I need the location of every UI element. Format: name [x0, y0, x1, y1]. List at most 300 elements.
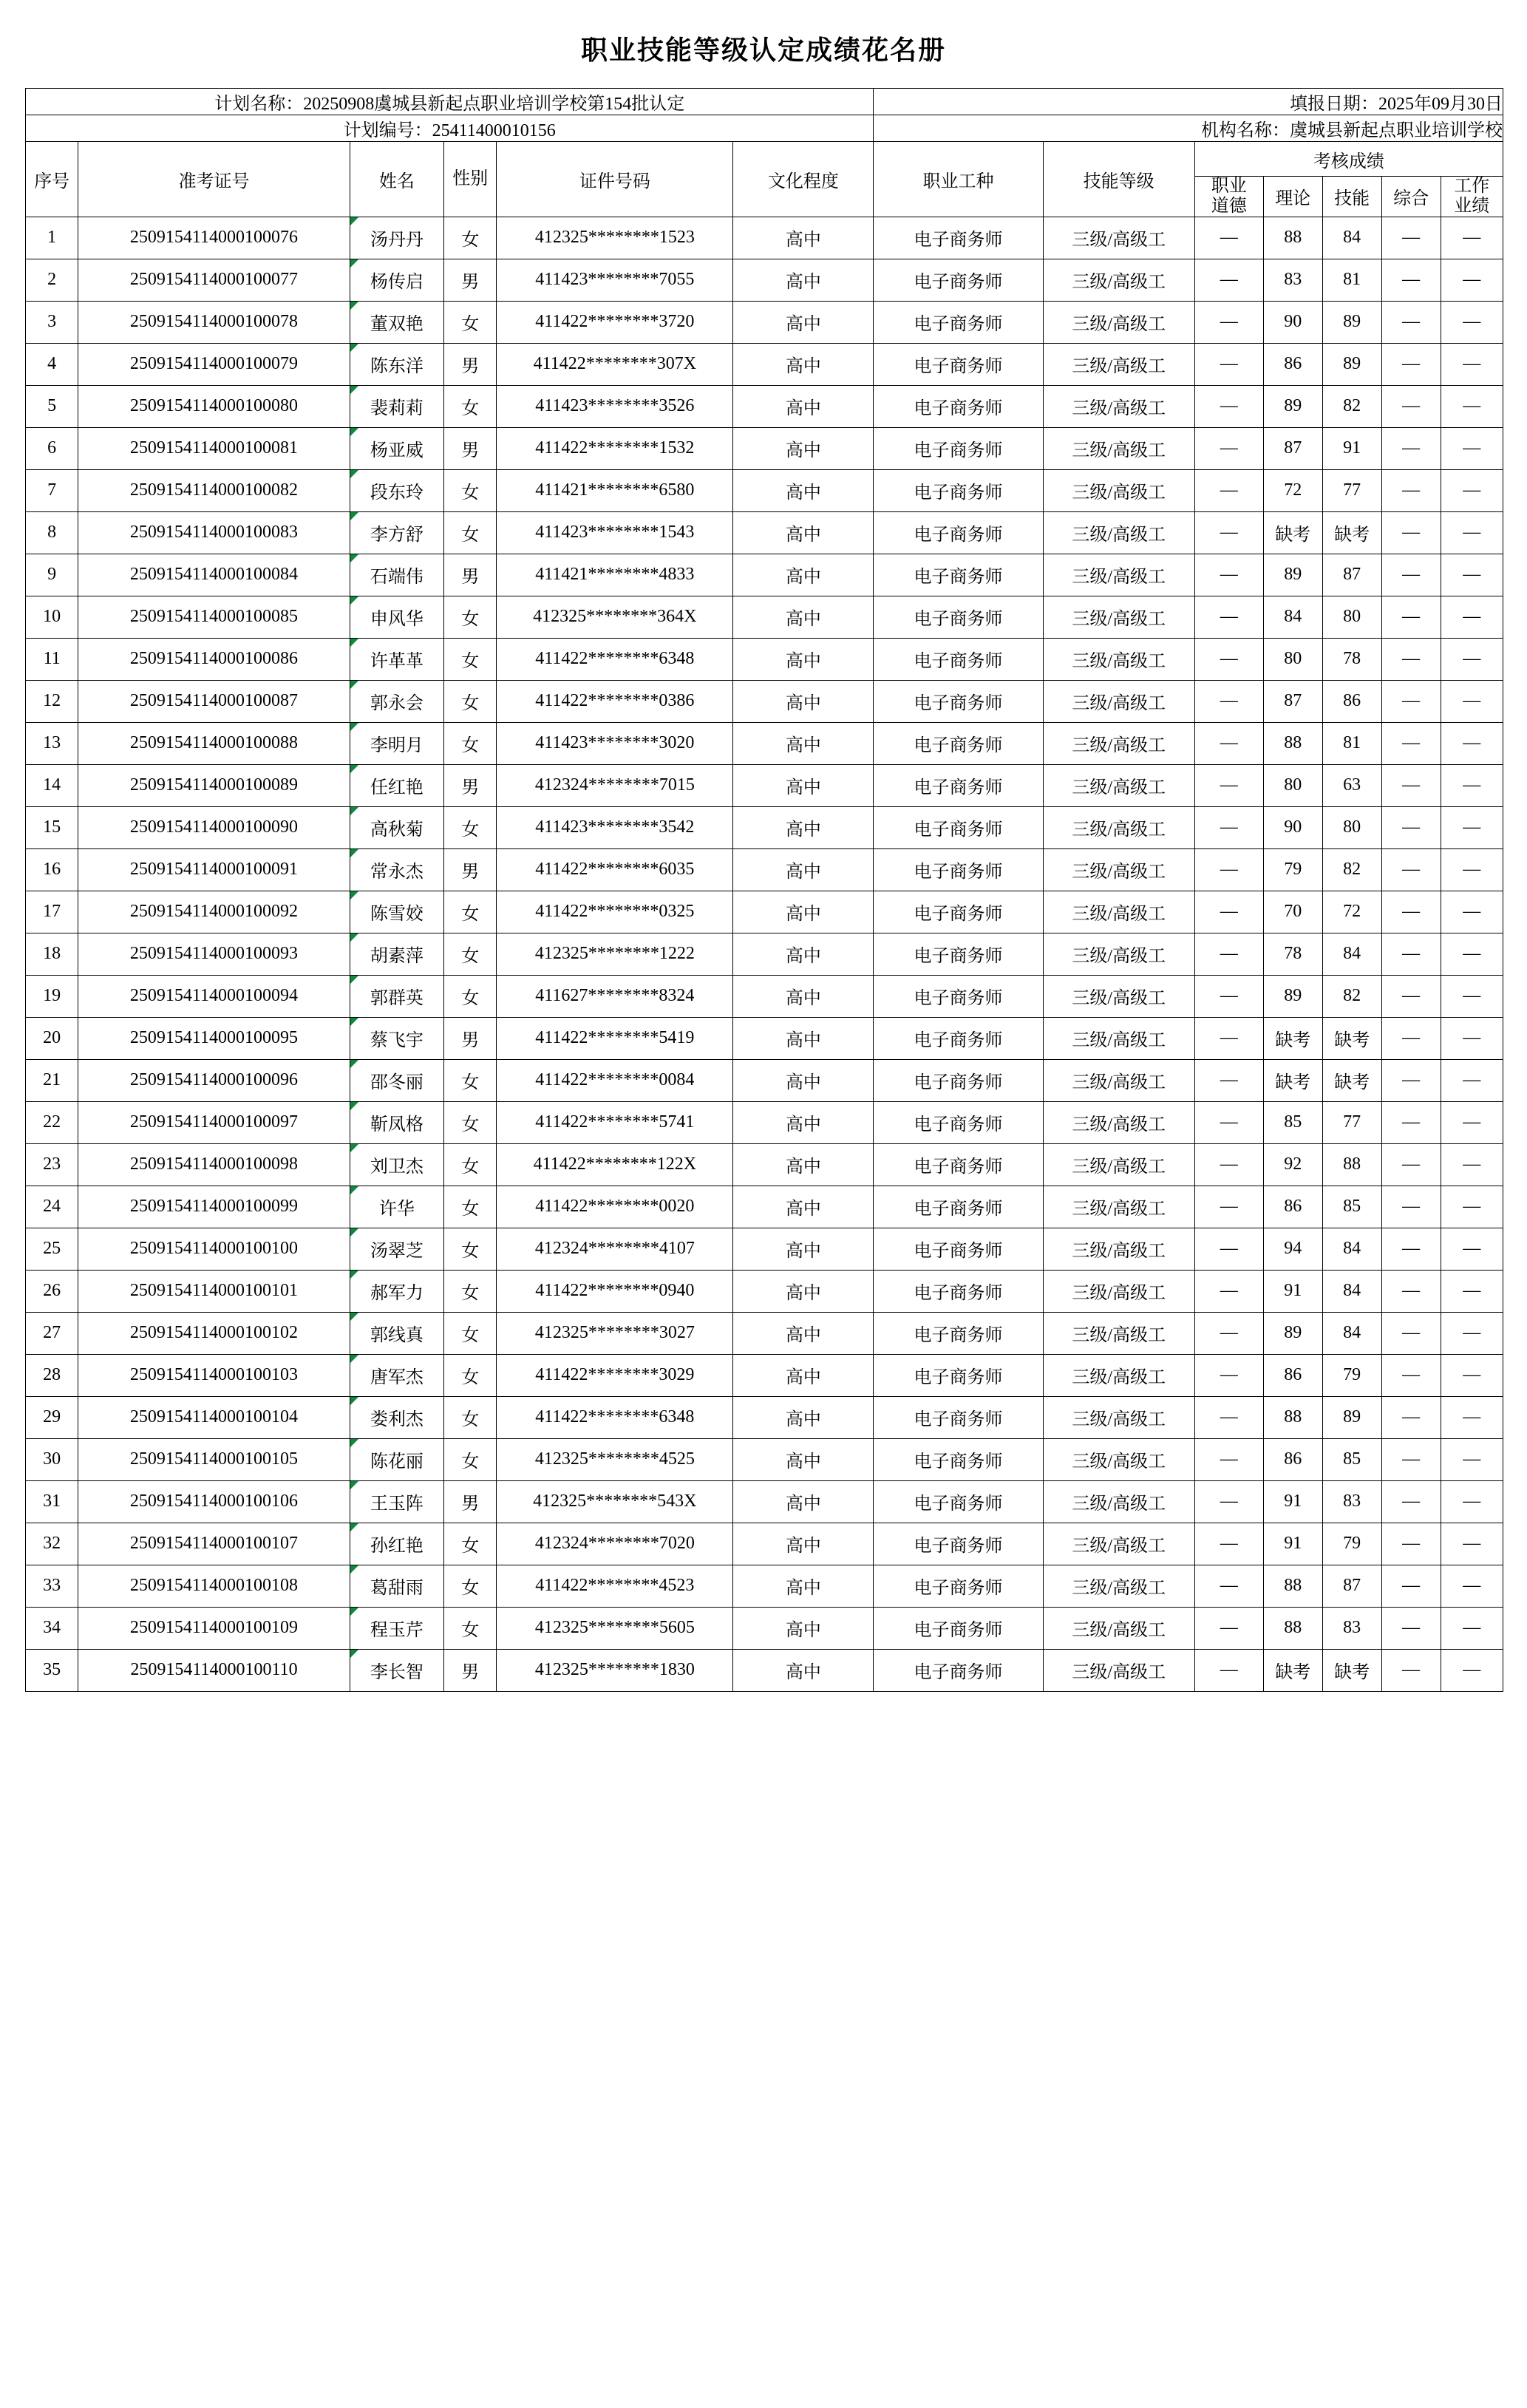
cell-performance: — [1441, 1017, 1503, 1059]
cell-skill: 82 [1322, 975, 1381, 1017]
table-row [26, 764, 1503, 806]
cell-skill: 88 [1322, 1143, 1381, 1186]
cell-exam-no: 2509154114000100092 [78, 891, 350, 933]
cell-gender: 女 [444, 469, 497, 511]
cell-exam-no: 2509154114000100080 [78, 385, 350, 427]
cell-education: 高中 [733, 469, 874, 511]
cell-occupation: 电子商务师 [874, 1017, 1043, 1059]
cell-theory: 缺考 [1263, 511, 1322, 554]
table-row [26, 680, 1503, 722]
cell-exam-no: 2509154114000100089 [78, 764, 350, 806]
cell-ethic: — [1194, 343, 1263, 385]
cell-gender: 女 [444, 217, 497, 259]
cell-performance: — [1441, 1438, 1503, 1480]
table-row [26, 427, 1503, 469]
cell-exam-no: 2509154114000100082 [78, 469, 350, 511]
cell-skill: 缺考 [1322, 1059, 1381, 1101]
cell-comprehensive: — [1381, 596, 1441, 638]
cell-name: 郭线真 [350, 1312, 443, 1354]
cell-occupation: 电子商务师 [874, 1186, 1043, 1228]
cell-gender: 男 [444, 427, 497, 469]
table-row [26, 259, 1503, 301]
plan-no-label: 计划编号： [343, 121, 432, 140]
cell-performance: — [1441, 511, 1503, 554]
cell-exam-no: 2509154114000100105 [78, 1438, 350, 1480]
cell-id-no: 411422********3720 [497, 301, 733, 343]
cell-gender: 女 [444, 511, 497, 554]
cell-ethic: — [1194, 1059, 1263, 1101]
cell-performance: — [1441, 1354, 1503, 1396]
cell-id-no: 411423********1543 [497, 511, 733, 554]
cell-skill: 83 [1322, 1480, 1381, 1523]
cell-name: 郭永会 [350, 680, 443, 722]
cell-index: 9 [26, 554, 78, 596]
cell-name: 王玉阵 [350, 1480, 443, 1523]
plan-name-value: 20250908虞城县新起点职业培训学校第154批认定 [303, 95, 685, 114]
cell-id-no: 412325********364X [497, 596, 733, 638]
cell-level: 三级/高级工 [1043, 385, 1194, 427]
cell-level: 三级/高级工 [1043, 259, 1194, 301]
cell-performance: — [1441, 469, 1503, 511]
cell-education: 高中 [733, 511, 874, 554]
cell-skill: 84 [1322, 1270, 1381, 1312]
table-row [26, 1649, 1503, 1691]
cell-name: 陈东洋 [350, 343, 443, 385]
cell-id-no: 411423********3542 [497, 806, 733, 848]
meta-row-2 [26, 115, 1503, 142]
cell-education: 高中 [733, 806, 874, 848]
cell-occupation: 电子商务师 [874, 1143, 1043, 1186]
cell-level: 三级/高级工 [1043, 1101, 1194, 1143]
table-row [26, 1228, 1503, 1270]
cell-exam-no: 2509154114000100084 [78, 554, 350, 596]
cell-performance: — [1441, 806, 1503, 848]
cell-theory: 88 [1263, 1607, 1322, 1649]
plan-no-cell [26, 115, 874, 142]
cell-index: 29 [26, 1396, 78, 1438]
cell-exam-no: 2509154114000100090 [78, 806, 350, 848]
cell-gender: 女 [444, 1438, 497, 1480]
cell-name: 杨亚威 [350, 427, 443, 469]
cell-level: 三级/高级工 [1043, 1017, 1194, 1059]
cell-comprehensive: — [1381, 385, 1441, 427]
cell-occupation: 电子商务师 [874, 259, 1043, 301]
cell-theory: 89 [1263, 385, 1322, 427]
cell-id-no: 411423********3526 [497, 385, 733, 427]
table-row [26, 1565, 1503, 1607]
cell-performance: — [1441, 554, 1503, 596]
cell-ethic: — [1194, 680, 1263, 722]
cell-gender: 女 [444, 1186, 497, 1228]
cell-ethic: — [1194, 1186, 1263, 1228]
cell-occupation: 电子商务师 [874, 1101, 1043, 1143]
cell-level: 三级/高级工 [1043, 764, 1194, 806]
cell-id-no: 411422********1532 [497, 427, 733, 469]
cell-education: 高中 [733, 1101, 874, 1143]
cell-skill: 89 [1322, 301, 1381, 343]
cell-occupation: 电子商务师 [874, 554, 1043, 596]
fill-date-value: 2025年09月30日 [1378, 95, 1503, 114]
cell-theory: 80 [1263, 638, 1322, 680]
fill-date-label: 填报日期： [1290, 95, 1378, 114]
cell-occupation: 电子商务师 [874, 848, 1043, 891]
cell-comprehensive: — [1381, 259, 1441, 301]
table-row [26, 933, 1503, 975]
cell-comprehensive: — [1381, 1565, 1441, 1607]
fill-date-cell [874, 89, 1503, 115]
roster-table [25, 88, 1503, 1692]
cell-theory: 88 [1263, 722, 1322, 764]
cell-level: 三级/高级工 [1043, 554, 1194, 596]
cell-education: 高中 [733, 427, 874, 469]
cell-comprehensive: — [1381, 1312, 1441, 1354]
cell-name: 汤丹丹 [350, 217, 443, 259]
cell-level: 三级/高级工 [1043, 1354, 1194, 1396]
cell-exam-no: 2509154114000100099 [78, 1186, 350, 1228]
cell-performance: — [1441, 385, 1503, 427]
cell-name: 唐军杰 [350, 1354, 443, 1396]
cell-theory: 88 [1263, 1396, 1322, 1438]
header-skill: 技能 [1322, 177, 1381, 217]
cell-gender: 女 [444, 1565, 497, 1607]
header-index: 序号 [26, 142, 78, 217]
cell-id-no: 411423********7055 [497, 259, 733, 301]
plan-name-label: 计划名称： [214, 95, 304, 114]
cell-level: 三级/高级工 [1043, 1228, 1194, 1270]
cell-index: 2 [26, 259, 78, 301]
cell-performance: — [1441, 638, 1503, 680]
cell-skill: 85 [1322, 1438, 1381, 1480]
cell-theory: 87 [1263, 680, 1322, 722]
table-row [26, 1438, 1503, 1480]
cell-exam-no: 2509154114000100076 [78, 217, 350, 259]
cell-ethic: — [1194, 1228, 1263, 1270]
cell-gender: 女 [444, 680, 497, 722]
cell-exam-no: 2509154114000100103 [78, 1354, 350, 1396]
cell-performance: — [1441, 680, 1503, 722]
cell-gender: 女 [444, 596, 497, 638]
cell-index: 31 [26, 1480, 78, 1523]
cell-index: 32 [26, 1523, 78, 1565]
cell-ethic: — [1194, 848, 1263, 891]
cell-comprehensive: — [1381, 1059, 1441, 1101]
cell-skill: 85 [1322, 1186, 1381, 1228]
cell-level: 三级/高级工 [1043, 1143, 1194, 1186]
cell-comprehensive: — [1381, 1143, 1441, 1186]
cell-gender: 男 [444, 764, 497, 806]
cell-performance: — [1441, 343, 1503, 385]
cell-name: 孙红艳 [350, 1523, 443, 1565]
cell-name: 郝军力 [350, 1270, 443, 1312]
cell-performance: — [1441, 259, 1503, 301]
cell-index: 6 [26, 427, 78, 469]
cell-education: 高中 [733, 1143, 874, 1186]
cell-comprehensive: — [1381, 301, 1441, 343]
cell-id-no: 411422********6348 [497, 638, 733, 680]
cell-skill: 82 [1322, 848, 1381, 891]
cell-ethic: — [1194, 1354, 1263, 1396]
cell-exam-no: 2509154114000100101 [78, 1270, 350, 1312]
cell-education: 高中 [733, 385, 874, 427]
cell-name: 李长智 [350, 1649, 443, 1691]
cell-level: 三级/高级工 [1043, 469, 1194, 511]
cell-level: 三级/高级工 [1043, 848, 1194, 891]
cell-gender: 男 [444, 1017, 497, 1059]
cell-ethic: — [1194, 385, 1263, 427]
cell-level: 三级/高级工 [1043, 1270, 1194, 1312]
cell-performance: — [1441, 722, 1503, 764]
cell-id-no: 411423********3020 [497, 722, 733, 764]
cell-id-no: 411422********0325 [497, 891, 733, 933]
cell-education: 高中 [733, 1607, 874, 1649]
cell-theory: 86 [1263, 1186, 1322, 1228]
cell-education: 高中 [733, 343, 874, 385]
org-cell [874, 115, 1503, 142]
cell-gender: 女 [444, 1101, 497, 1143]
cell-exam-no: 2509154114000100102 [78, 1312, 350, 1354]
cell-name: 董双艳 [350, 301, 443, 343]
cell-ethic: — [1194, 1270, 1263, 1312]
cell-level: 三级/高级工 [1043, 596, 1194, 638]
cell-skill: 89 [1322, 1396, 1381, 1438]
cell-gender: 女 [444, 806, 497, 848]
cell-ethic: — [1194, 1607, 1263, 1649]
cell-education: 高中 [733, 722, 874, 764]
cell-occupation: 电子商务师 [874, 469, 1043, 511]
cell-index: 33 [26, 1565, 78, 1607]
cell-exam-no: 2509154114000100104 [78, 1396, 350, 1438]
cell-index: 21 [26, 1059, 78, 1101]
cell-skill: 78 [1322, 638, 1381, 680]
cell-exam-no: 2509154114000100106 [78, 1480, 350, 1523]
header-scores-group: 考核成绩 [1194, 142, 1503, 177]
cell-education: 高中 [733, 764, 874, 806]
cell-theory: 89 [1263, 1312, 1322, 1354]
cell-comprehensive: — [1381, 427, 1441, 469]
cell-gender: 女 [444, 1059, 497, 1101]
cell-skill: 81 [1322, 259, 1381, 301]
cell-gender: 女 [444, 638, 497, 680]
cell-ethic: — [1194, 1101, 1263, 1143]
cell-name: 许华 [350, 1186, 443, 1228]
cell-ethic: — [1194, 427, 1263, 469]
table-row [26, 1312, 1503, 1354]
cell-index: 14 [26, 764, 78, 806]
cell-skill: 89 [1322, 343, 1381, 385]
cell-level: 三级/高级工 [1043, 1565, 1194, 1607]
cell-occupation: 电子商务师 [874, 1312, 1043, 1354]
cell-performance: — [1441, 933, 1503, 975]
cell-id-no: 411422********6348 [497, 1396, 733, 1438]
cell-ethic: — [1194, 975, 1263, 1017]
cell-index: 23 [26, 1143, 78, 1186]
cell-comprehensive: — [1381, 891, 1441, 933]
cell-exam-no: 2509154114000100109 [78, 1607, 350, 1649]
table-row [26, 1523, 1503, 1565]
cell-gender: 女 [444, 385, 497, 427]
cell-level: 三级/高级工 [1043, 722, 1194, 764]
cell-level: 三级/高级工 [1043, 806, 1194, 848]
cell-index: 28 [26, 1354, 78, 1396]
cell-ethic: — [1194, 722, 1263, 764]
cell-id-no: 412325********3027 [497, 1312, 733, 1354]
cell-occupation: 电子商务师 [874, 596, 1043, 638]
cell-skill: 87 [1322, 1565, 1381, 1607]
cell-comprehensive: — [1381, 1523, 1441, 1565]
cell-id-no: 412325********543X [497, 1480, 733, 1523]
header-theory: 理论 [1263, 177, 1322, 217]
table-row [26, 511, 1503, 554]
cell-name: 邵冬丽 [350, 1059, 443, 1101]
cell-theory: 84 [1263, 596, 1322, 638]
cell-comprehensive: — [1381, 1480, 1441, 1523]
cell-level: 三级/高级工 [1043, 680, 1194, 722]
cell-comprehensive: — [1381, 1438, 1441, 1480]
cell-comprehensive: — [1381, 722, 1441, 764]
cell-exam-no: 2509154114000100077 [78, 259, 350, 301]
cell-name: 郭群英 [350, 975, 443, 1017]
cell-level: 三级/高级工 [1043, 975, 1194, 1017]
cell-level: 三级/高级工 [1043, 1312, 1194, 1354]
cell-occupation: 电子商务师 [874, 343, 1043, 385]
cell-comprehensive: — [1381, 217, 1441, 259]
cell-gender: 男 [444, 1480, 497, 1523]
cell-education: 高中 [733, 680, 874, 722]
org-value: 虞城县新起点职业培训学校 [1290, 121, 1503, 140]
cell-exam-no: 2509154114000100100 [78, 1228, 350, 1270]
cell-index: 35 [26, 1649, 78, 1691]
cell-occupation: 电子商务师 [874, 1228, 1043, 1270]
cell-performance: — [1441, 764, 1503, 806]
cell-skill: 86 [1322, 680, 1381, 722]
cell-occupation: 电子商务师 [874, 722, 1043, 764]
cell-ethic: — [1194, 554, 1263, 596]
cell-theory: 86 [1263, 1438, 1322, 1480]
cell-skill: 80 [1322, 596, 1381, 638]
cell-name: 靳凤格 [350, 1101, 443, 1143]
cell-education: 高中 [733, 596, 874, 638]
cell-exam-no: 2509154114000100087 [78, 680, 350, 722]
cell-exam-no: 2509154114000100093 [78, 933, 350, 975]
cell-ethic: — [1194, 511, 1263, 554]
cell-level: 三级/高级工 [1043, 1480, 1194, 1523]
cell-performance: — [1441, 1396, 1503, 1438]
cell-occupation: 电子商务师 [874, 638, 1043, 680]
cell-theory: 88 [1263, 1565, 1322, 1607]
cell-theory: 94 [1263, 1228, 1322, 1270]
cell-comprehensive: — [1381, 1228, 1441, 1270]
cell-gender: 女 [444, 933, 497, 975]
cell-occupation: 电子商务师 [874, 1270, 1043, 1312]
cell-index: 3 [26, 301, 78, 343]
cell-ethic: — [1194, 469, 1263, 511]
cell-name: 娄利杰 [350, 1396, 443, 1438]
cell-comprehensive: — [1381, 1270, 1441, 1312]
cell-name: 杨传启 [350, 259, 443, 301]
table-row [26, 1017, 1503, 1059]
cell-exam-no: 2509154114000100085 [78, 596, 350, 638]
cell-ethic: — [1194, 217, 1263, 259]
cell-occupation: 电子商务师 [874, 1523, 1043, 1565]
cell-comprehensive: — [1381, 554, 1441, 596]
cell-gender: 女 [444, 1396, 497, 1438]
cell-education: 高中 [733, 1396, 874, 1438]
cell-gender: 女 [444, 1312, 497, 1354]
cell-index: 5 [26, 385, 78, 427]
cell-ethic: — [1194, 638, 1263, 680]
cell-occupation: 电子商务师 [874, 217, 1043, 259]
cell-id-no: 411422********5419 [497, 1017, 733, 1059]
cell-performance: — [1441, 1312, 1503, 1354]
cell-education: 高中 [733, 933, 874, 975]
cell-comprehensive: — [1381, 680, 1441, 722]
table-row [26, 1186, 1503, 1228]
header-comprehensive: 综合 [1381, 177, 1441, 217]
cell-performance: — [1441, 1228, 1503, 1270]
cell-exam-no: 2509154114000100088 [78, 722, 350, 764]
cell-performance: — [1441, 975, 1503, 1017]
cell-occupation: 电子商务师 [874, 891, 1043, 933]
cell-skill: 缺考 [1322, 511, 1381, 554]
header-performance: 工作 业绩 [1441, 177, 1503, 217]
cell-theory: 91 [1263, 1523, 1322, 1565]
cell-performance: — [1441, 1270, 1503, 1312]
cell-id-no: 411422********307X [497, 343, 733, 385]
cell-occupation: 电子商务师 [874, 1438, 1043, 1480]
cell-occupation: 电子商务师 [874, 933, 1043, 975]
cell-level: 三级/高级工 [1043, 1438, 1194, 1480]
cell-comprehensive: — [1381, 1649, 1441, 1691]
cell-comprehensive: — [1381, 1101, 1441, 1143]
cell-name: 汤翠芝 [350, 1228, 443, 1270]
cell-performance: — [1441, 848, 1503, 891]
cell-index: 30 [26, 1438, 78, 1480]
cell-education: 高中 [733, 891, 874, 933]
cell-ethic: — [1194, 301, 1263, 343]
cell-level: 三级/高级工 [1043, 217, 1194, 259]
cell-education: 高中 [733, 1186, 874, 1228]
cell-occupation: 电子商务师 [874, 301, 1043, 343]
cell-comprehensive: — [1381, 806, 1441, 848]
cell-comprehensive: — [1381, 933, 1441, 975]
cell-occupation: 电子商务师 [874, 1396, 1043, 1438]
cell-gender: 男 [444, 554, 497, 596]
cell-comprehensive: — [1381, 1354, 1441, 1396]
cell-gender: 男 [444, 848, 497, 891]
cell-education: 高中 [733, 217, 874, 259]
cell-name: 许革革 [350, 638, 443, 680]
cell-index: 8 [26, 511, 78, 554]
cell-gender: 女 [444, 1523, 497, 1565]
page-title: 职业技能等级认定成绩花名册 [580, 35, 946, 65]
cell-id-no: 411422********0386 [497, 680, 733, 722]
table-row [26, 638, 1503, 680]
cell-exam-no: 2509154114000100097 [78, 1101, 350, 1143]
cell-ethic: — [1194, 1312, 1263, 1354]
cell-theory: 90 [1263, 301, 1322, 343]
cell-education: 高中 [733, 1523, 874, 1565]
cell-theory: 88 [1263, 217, 1322, 259]
cell-occupation: 电子商务师 [874, 1354, 1043, 1396]
cell-name: 程玉芹 [350, 1607, 443, 1649]
cell-level: 三级/高级工 [1043, 891, 1194, 933]
table-row [26, 975, 1503, 1017]
cell-ethic: — [1194, 1649, 1263, 1691]
org-label: 机构名称： [1201, 121, 1290, 140]
cell-index: 1 [26, 217, 78, 259]
cell-performance: — [1441, 891, 1503, 933]
cell-exam-no: 2509154114000100107 [78, 1523, 350, 1565]
